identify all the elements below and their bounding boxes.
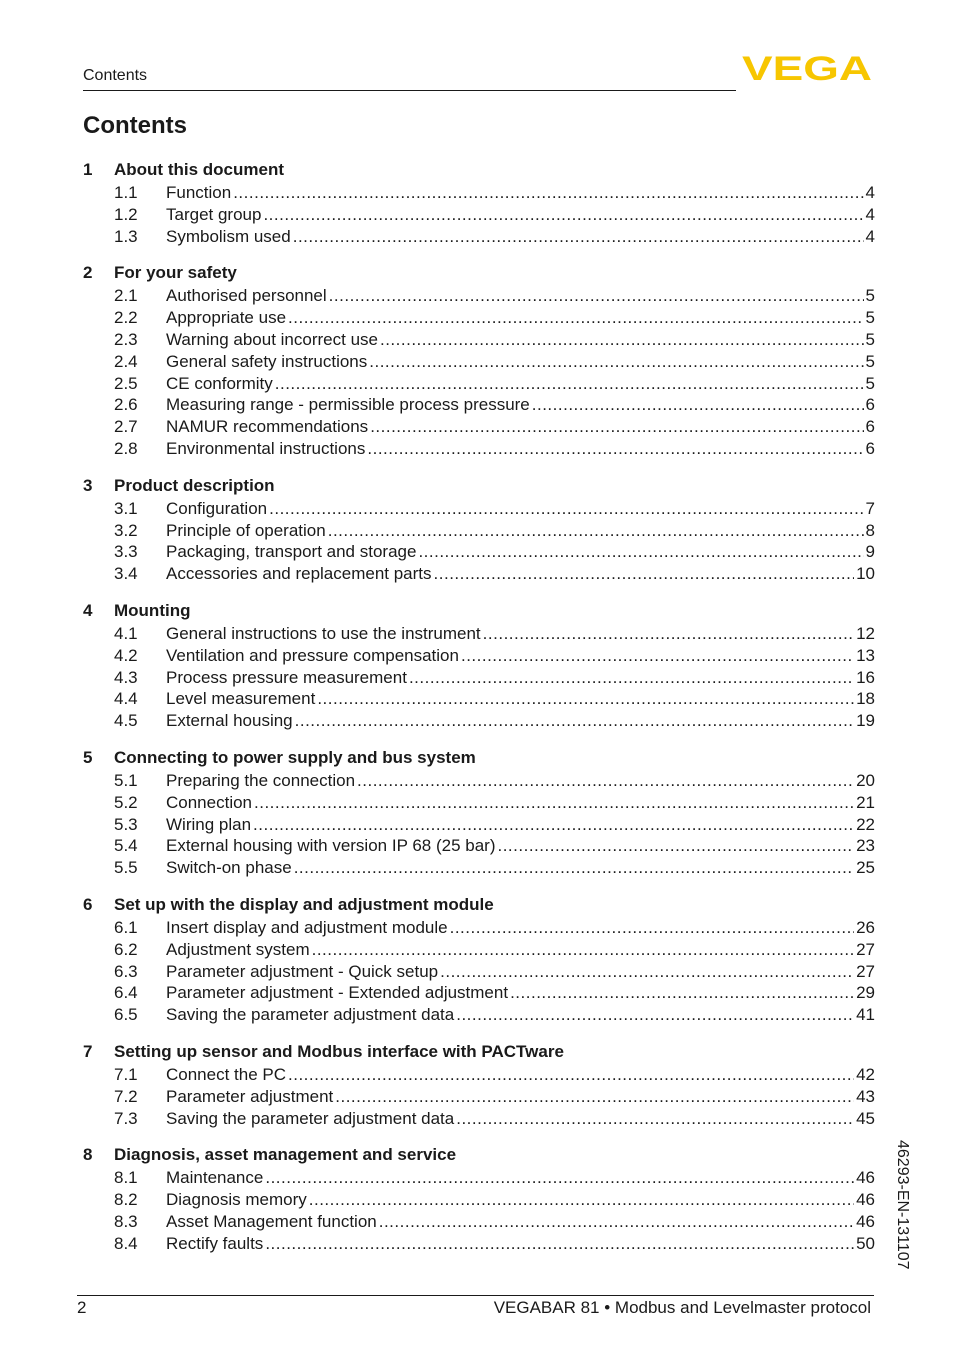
entry-title: Diagnosis memory (166, 1190, 307, 1210)
entry-title: Authorised personnel (166, 286, 327, 306)
entry-number: 2.3 (114, 329, 138, 349)
toc-chapter (83, 599, 875, 732)
entry-number: 6.2 (114, 939, 138, 959)
entry-page-number: 22 (856, 814, 875, 834)
entry-page-number: 29 (856, 983, 875, 1003)
entry-page-number: 19 (856, 711, 875, 731)
dot-leader (293, 710, 854, 732)
toc-entry[interactable] (83, 1064, 875, 1086)
entry-page-number: 46 (856, 1190, 875, 1210)
chapter-title: Setting up sensor and Modbus interface with PACTware (114, 1041, 564, 1061)
entry-number: 7.3 (114, 1108, 138, 1128)
toc-entry[interactable] (83, 770, 875, 792)
chapter-number: 8 (83, 1145, 93, 1165)
dot-leader (530, 394, 864, 416)
entry-title: Wiring plan (166, 814, 252, 834)
entry-page-number: 7 (865, 498, 875, 518)
entry-number: 7.1 (114, 1064, 138, 1084)
entry-number: 5.3 (114, 814, 138, 834)
toc-chapter-heading[interactable] (83, 599, 875, 623)
entry-title: Warning about incorrect use (166, 329, 378, 349)
running-header: Contents (83, 67, 148, 84)
entry-number: 4.4 (114, 689, 138, 709)
entry-number: 7.2 (114, 1086, 138, 1106)
toc-chapter (83, 158, 875, 247)
dot-leader (454, 1004, 854, 1026)
logo-text: VEGA (742, 52, 872, 84)
entry-number: 5.4 (114, 836, 138, 856)
toc-entry[interactable] (83, 1189, 875, 1211)
dot-leader (261, 204, 863, 226)
entry-page-number: 5 (865, 308, 875, 328)
dot-leader (273, 373, 864, 395)
entry-number: 6.1 (114, 917, 138, 937)
entry-number: 2.5 (114, 373, 138, 393)
entry-page-number: 6 (865, 395, 875, 415)
chapter-number: 7 (83, 1041, 93, 1061)
entry-number: 5.2 (114, 792, 138, 812)
entry-number: 6.4 (114, 983, 138, 1003)
toc-entry[interactable] (83, 835, 875, 857)
dot-leader (448, 917, 854, 939)
entry-title: Measuring range - permissible process pressure (166, 395, 530, 415)
entry-page-number: 45 (856, 1108, 875, 1128)
toc-entry[interactable] (83, 623, 875, 645)
entry-page-number: 4 (865, 204, 875, 224)
entry-title: Adjustment system (166, 939, 310, 959)
entry-number: 6.5 (114, 1005, 138, 1025)
dot-leader (267, 498, 863, 520)
toc-entry[interactable] (83, 329, 875, 351)
toc-entry[interactable] (83, 520, 875, 542)
entry-number: 8.3 (114, 1211, 138, 1231)
entry-number: 2.8 (114, 438, 138, 458)
entry-title: Accessories and replacement parts (166, 564, 432, 584)
dot-leader (251, 814, 854, 836)
dot-leader (291, 226, 864, 248)
toc-entry[interactable] (83, 961, 875, 983)
entry-title: External housing with version IP 68 (25 bar) (166, 836, 496, 856)
entry-title: Function (166, 183, 232, 202)
entry-page-number: 13 (856, 645, 875, 665)
toc-chapter-heading[interactable] (83, 474, 875, 498)
entry-title: CE conformity (166, 373, 273, 393)
dot-leader (355, 770, 854, 792)
entry-page-number: 46 (856, 1211, 875, 1231)
toc-entry[interactable] (83, 857, 875, 879)
dot-leader (252, 792, 854, 814)
dot-leader (327, 285, 864, 307)
entry-page-number: 12 (856, 623, 875, 643)
entry-page-number: 50 (856, 1233, 875, 1253)
toc-entry[interactable] (83, 498, 875, 520)
entry-page-number: 18 (856, 689, 875, 709)
entry-page-number: 21 (856, 792, 875, 812)
dot-leader (407, 667, 854, 689)
toc-chapter (83, 474, 875, 585)
toc-entry[interactable] (83, 438, 875, 460)
toc-entry[interactable] (83, 982, 875, 1004)
entry-page-number: 10 (856, 564, 875, 584)
entry-number: 6.3 (114, 961, 138, 981)
toc-chapter (83, 1143, 875, 1254)
entry-page-number: 6 (865, 438, 875, 458)
entry-number: 4.3 (114, 667, 138, 687)
dot-leader (286, 307, 864, 329)
toc-chapter-heading[interactable] (83, 893, 875, 917)
toc-entry[interactable] (83, 182, 875, 204)
entry-page-number: 6 (865, 417, 875, 437)
dot-leader (307, 1189, 854, 1211)
entry-page-number: 4 (865, 226, 875, 246)
vega-logo (742, 52, 872, 84)
header-rule (83, 90, 736, 91)
entry-number: 5.5 (114, 858, 138, 878)
dot-leader (508, 982, 854, 1004)
entry-title: Connection (166, 792, 253, 812)
dot-leader (416, 541, 863, 563)
toc-entry[interactable] (83, 1211, 875, 1233)
table-of-contents (83, 158, 875, 1268)
toc-entry[interactable] (83, 541, 875, 563)
entry-title: Saving the parameter adjustment data (166, 1005, 455, 1025)
entry-number: 2.7 (114, 417, 138, 437)
toc-chapter-heading[interactable] (83, 1143, 875, 1167)
entry-title: Switch-on phase (166, 858, 292, 878)
dot-leader (368, 416, 863, 438)
toc-entry[interactable] (83, 792, 875, 814)
entry-page-number: 5 (865, 351, 875, 371)
toc-entry[interactable] (83, 351, 875, 373)
toc-entry[interactable] (83, 226, 875, 248)
entry-title: Configuration (166, 498, 268, 518)
entry-number: 4.1 (114, 623, 138, 643)
entry-number: 8.1 (114, 1168, 138, 1188)
footer-doc-title: VEGABAR 81 • Modbus and Levelmaster protocol (493, 1298, 871, 1317)
entry-title: Parameter adjustment - Quick setup (166, 961, 439, 981)
dot-leader (481, 623, 854, 645)
toc-entry[interactable] (83, 204, 875, 226)
entry-title: Connect the PC (166, 1064, 287, 1084)
entry-number: 3.3 (114, 542, 138, 562)
toc-entry[interactable] (83, 563, 875, 585)
entry-page-number: 9 (865, 542, 875, 562)
chapter-title: Mounting (114, 600, 191, 620)
toc-chapter (83, 746, 875, 879)
entry-title: Preparing the connection (166, 770, 356, 790)
toc-chapter-heading[interactable] (83, 261, 875, 285)
entry-page-number: 8 (865, 520, 875, 540)
entry-page-number: 25 (856, 858, 875, 878)
entry-page-number: 20 (856, 770, 875, 790)
dot-leader (326, 520, 864, 542)
toc-entry[interactable] (83, 667, 875, 689)
toc-entry[interactable] (83, 645, 875, 667)
toc-chapter-heading[interactable] (83, 746, 875, 770)
chapter-title: Diagnosis, asset management and service (114, 1145, 457, 1165)
toc-chapter (83, 893, 875, 1026)
toc-entry[interactable] (83, 1233, 875, 1255)
chapter-title: Set up with the display and adjustment module (114, 894, 494, 914)
chapter-number: 6 (83, 894, 93, 914)
entry-number: 8.2 (114, 1190, 138, 1210)
entry-title: Packaging, transport and storage (166, 542, 417, 562)
dot-leader (292, 857, 854, 879)
chapter-number: 5 (83, 747, 93, 767)
document-code: 46293-EN-131107 (894, 1140, 911, 1270)
entry-title: Environmental instructions (166, 438, 366, 458)
entry-page-number: 42 (856, 1064, 875, 1084)
toc-chapter (83, 261, 875, 459)
entry-page-number: 4 (865, 183, 875, 202)
entry-title: Parameter adjustment - Extended adjustment (166, 983, 509, 1003)
chapter-number: 1 (83, 160, 93, 179)
dot-leader (286, 1064, 854, 1086)
toc-entry[interactable] (83, 416, 875, 438)
chapter-title: Product description (114, 475, 275, 495)
entry-page-number: 23 (856, 836, 875, 856)
entry-title: External housing (166, 711, 293, 731)
page-title: Contents (83, 112, 187, 139)
toc-entry[interactable] (83, 1004, 875, 1026)
entry-number: 2.2 (114, 308, 138, 328)
entry-page-number: 5 (865, 329, 875, 349)
entry-title: Saving the parameter adjustment data (166, 1108, 455, 1128)
entry-title: Rectify faults (166, 1233, 264, 1253)
entry-page-number: 5 (865, 373, 875, 393)
entry-number: 2.1 (114, 286, 138, 306)
entry-page-number: 5 (865, 286, 875, 306)
toc-entry[interactable] (83, 688, 875, 710)
entry-title: Maintenance (166, 1168, 264, 1188)
toc-entry[interactable] (83, 939, 875, 961)
dot-leader (377, 1211, 854, 1233)
footer-rule (77, 1295, 874, 1296)
dot-leader (367, 351, 863, 373)
entry-number: 2.6 (114, 395, 138, 415)
entry-title: Level measurement (166, 689, 316, 709)
chapter-title: Connecting to power supply and bus system (114, 747, 476, 767)
toc-entry[interactable] (83, 1108, 875, 1130)
entry-title: Principle of operation (166, 520, 326, 540)
entry-title: Parameter adjustment (166, 1086, 334, 1106)
dot-leader (432, 563, 855, 585)
entry-title: Symbolism used (166, 226, 291, 246)
entry-number: 1.3 (114, 226, 138, 246)
entry-title: NAMUR recommendations (166, 417, 369, 437)
toc-entry[interactable] (83, 1167, 875, 1189)
entry-number: 5.1 (114, 770, 138, 790)
dot-leader (438, 961, 854, 983)
entry-number: 3.4 (114, 564, 138, 584)
chapter-number: 2 (83, 263, 93, 283)
toc-chapter (83, 1040, 875, 1129)
toc-entry[interactable] (83, 394, 875, 416)
entry-number: 3.1 (114, 498, 138, 518)
entry-page-number: 16 (856, 667, 875, 687)
entry-number: 3.2 (114, 520, 138, 540)
entry-title: Target group (166, 204, 262, 224)
toc-entry[interactable] (83, 917, 875, 939)
toc-entry[interactable] (83, 814, 875, 836)
entry-title: Ventilation and pressure compensation (166, 645, 459, 665)
dot-leader (495, 835, 854, 857)
dot-leader (231, 182, 863, 204)
entry-number: 4.5 (114, 711, 138, 731)
entry-number: 2.4 (114, 351, 138, 371)
entry-page-number: 26 (856, 917, 875, 937)
chapter-number: 4 (83, 600, 93, 620)
chapter-number: 3 (83, 475, 93, 495)
toc-chapter-heading[interactable] (83, 158, 875, 182)
dot-leader (333, 1086, 854, 1108)
dot-leader (459, 645, 854, 667)
entry-page-number: 41 (856, 1005, 875, 1025)
entry-title: Asset Management function (166, 1211, 377, 1231)
toc-entry[interactable] (83, 307, 875, 329)
entry-number: 1.1 (114, 183, 138, 202)
entry-page-number: 27 (856, 961, 875, 981)
entry-page-number: 27 (856, 939, 875, 959)
dot-leader (365, 438, 863, 460)
dot-leader (263, 1233, 854, 1255)
entry-page-number: 43 (856, 1086, 875, 1106)
dot-leader (310, 939, 854, 961)
toc-entry[interactable] (83, 373, 875, 395)
entry-title: Process pressure measurement (166, 667, 407, 687)
toc-entry[interactable] (83, 285, 875, 307)
dot-leader (454, 1108, 854, 1130)
dot-leader (263, 1167, 854, 1189)
entry-title: General safety instructions (166, 351, 368, 371)
toc-entry[interactable] (83, 1086, 875, 1108)
chapter-title: About this document (114, 160, 284, 179)
entry-number: 8.4 (114, 1233, 138, 1253)
entry-page-number: 46 (856, 1168, 875, 1188)
dot-leader (315, 688, 854, 710)
entry-title: Insert display and adjustment module (166, 917, 448, 937)
dot-leader (378, 329, 864, 351)
footer-page-number: 2 (77, 1298, 87, 1317)
entry-number: 1.2 (114, 204, 138, 224)
toc-entry[interactable] (83, 710, 875, 732)
entry-number: 4.2 (114, 645, 138, 665)
toc-chapter-heading[interactable] (83, 1040, 875, 1064)
entry-title: General instructions to use the instrument (166, 623, 481, 643)
chapter-title: For your safety (114, 263, 237, 283)
entry-title: Appropriate use (166, 308, 287, 328)
